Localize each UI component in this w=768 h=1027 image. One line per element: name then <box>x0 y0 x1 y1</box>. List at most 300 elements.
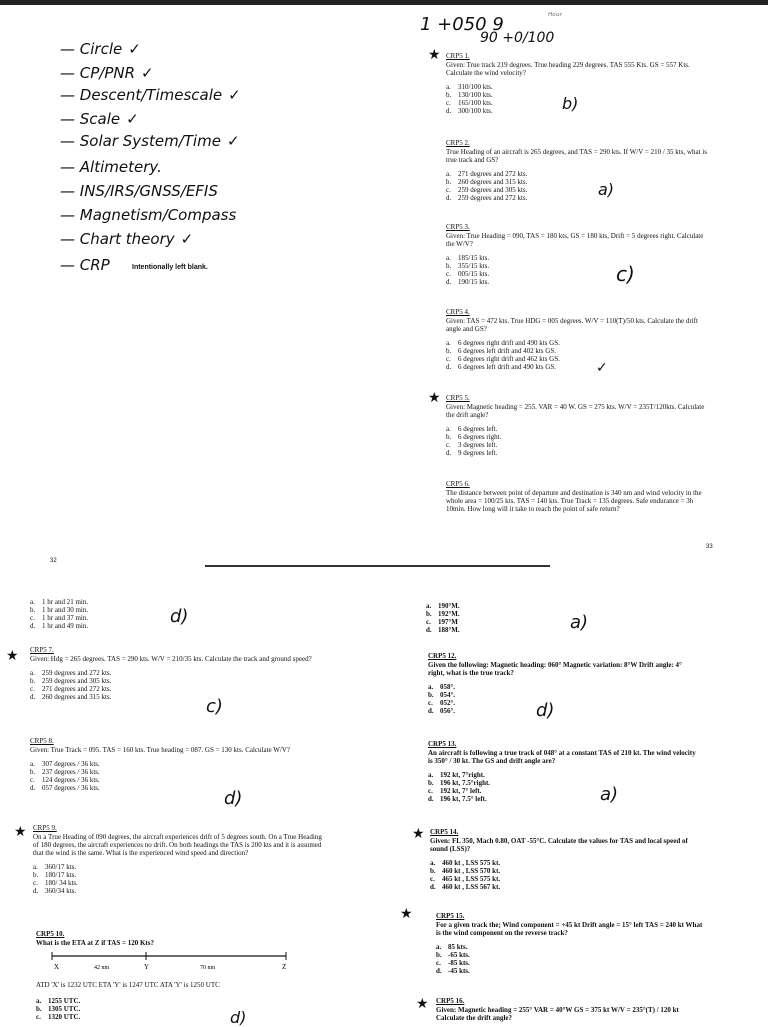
handwritten-answer: c) <box>206 696 223 717</box>
option-item <box>428 683 700 691</box>
option-item <box>30 776 330 784</box>
option-letter: b. <box>36 1005 42 1013</box>
star-mark-icon: ★ <box>428 47 441 63</box>
page-number-right: 33 <box>706 544 713 550</box>
handwritten-answer: d) <box>170 606 189 627</box>
option-letter: a. <box>446 425 451 433</box>
checklist-dash: — <box>60 158 80 176</box>
question-title: CRP5 12. <box>428 652 457 660</box>
option-text: 465 kt , LSS 575 kt. <box>442 875 501 883</box>
option-text: 124 degrees / 36 kts. <box>42 776 100 784</box>
option-letter: d. <box>426 626 432 634</box>
option-letter: b. <box>430 867 436 875</box>
option-letter: d. <box>33 887 39 895</box>
option-item <box>30 784 330 792</box>
option-item <box>446 441 708 449</box>
question-title: CRP5 7. <box>30 646 54 654</box>
option-item <box>436 951 708 959</box>
option-text: 058°. <box>440 683 456 691</box>
option-text: 6 degrees right. <box>458 433 502 441</box>
option-text: 057 degrees / 36 kts. <box>42 784 100 792</box>
question-crp5-6 <box>446 480 710 513</box>
option-item <box>30 622 230 630</box>
option-letter: b. <box>428 691 434 699</box>
option-text: 259 degrees and 272 kts. <box>42 669 112 677</box>
question-crp5-12 <box>428 652 700 715</box>
option-letter: c. <box>36 1013 41 1021</box>
option-letter: a. <box>436 943 442 951</box>
option-item <box>446 355 710 363</box>
option-item <box>426 602 626 610</box>
option-text: 1320 UTC. <box>48 1013 81 1021</box>
option-letter: d. <box>446 278 452 286</box>
option-letter: d. <box>30 693 36 701</box>
option-item <box>446 83 708 91</box>
option-letter: a. <box>446 339 451 347</box>
intentionally-blank-note: Intentionally left blank. <box>132 264 208 271</box>
options-list <box>30 760 330 792</box>
checklist-item <box>60 256 116 274</box>
checklist-text: CP/PNR <box>79 64 136 82</box>
option-item <box>428 787 700 795</box>
option-item <box>33 887 323 895</box>
option-item <box>30 760 330 768</box>
option-text: 054°. <box>440 691 456 699</box>
question-body: Given: True Track = 095. TAS = 160 kts. True heading = 087. GS = 130 kts. Calculate W/V? <box>30 746 290 754</box>
options-list <box>30 598 230 630</box>
point-y-label: Y <box>144 963 150 971</box>
option-item <box>426 618 626 626</box>
option-item <box>30 669 320 677</box>
option-item <box>30 614 230 622</box>
page-divider <box>205 565 550 567</box>
option-item <box>36 997 336 1005</box>
checklist-item <box>60 40 141 58</box>
question-crp5-16 <box>436 997 708 1022</box>
option-text: 460 kt , LSS 570 kt. <box>442 867 501 875</box>
option-item <box>446 262 710 270</box>
question-crp5-9 <box>33 824 323 895</box>
option-item <box>446 178 712 186</box>
checklist-text: Solar System/Time <box>79 132 221 150</box>
option-letter: d. <box>430 883 436 891</box>
option-text: 1 hr and 37 min. <box>42 614 89 622</box>
checklist-dash: — <box>60 230 80 248</box>
option-letter: b. <box>30 606 36 614</box>
checklist-text: Magnetism/Compass <box>79 206 237 224</box>
option-letter: c. <box>30 776 35 784</box>
question-body: Given: FL 350, Mach 0.80, OAT -55°C. Calculate the values for TAS and local speed of sound (LSS)? <box>430 837 688 853</box>
distance-x-y: 42 nm <box>94 965 110 971</box>
options-list <box>430 859 702 891</box>
checkmark-icon: ✓ <box>141 64 154 82</box>
checklist-dash: — <box>60 206 80 224</box>
checklist-text: Descent/Timescale <box>79 86 223 104</box>
option-item <box>33 879 323 887</box>
option-letter: a. <box>426 602 432 610</box>
route-diagram <box>40 950 300 976</box>
options-list <box>33 863 323 895</box>
checklist-item <box>60 86 241 104</box>
checklist-text: Altimetery. <box>79 158 162 176</box>
star-mark-icon: ★ <box>416 996 429 1012</box>
option-item <box>430 859 702 867</box>
option-text: 271 degrees and 272 kts. <box>42 685 112 693</box>
option-text: 6 degrees left drift and 490 kts GS. <box>458 363 556 371</box>
option-item <box>446 433 708 441</box>
question-crp5-14 <box>430 828 702 891</box>
question-title: CRP5 3. <box>446 223 470 231</box>
option-letter: c. <box>446 186 451 194</box>
question-title: CRP5 15. <box>436 912 465 920</box>
question-body: Given: Magnetic heading = 255. VAR = 40 W. GS = 275 kts. W/V = 235T/120kts. Calculate the drift angle? <box>446 403 705 419</box>
option-text: 6 degrees left drift and 402 kts GS. <box>458 347 556 355</box>
option-letter: a. <box>33 863 38 871</box>
option-letter: c. <box>426 618 431 626</box>
option-text: 460 kt , LSS 567 kt. <box>442 883 501 891</box>
options-list <box>446 254 710 286</box>
option-item <box>30 768 330 776</box>
option-letter: a. <box>30 760 35 768</box>
option-letter: c. <box>446 270 451 278</box>
question-title: CRP5 8. <box>30 737 54 745</box>
option-letter: d. <box>30 622 36 630</box>
option-text: 196 kt, 7.5° left. <box>440 795 487 803</box>
option-letter: a. <box>30 669 35 677</box>
option-text: 85 kts. <box>448 943 468 951</box>
option-text: 1 hr and 21 min. <box>42 598 89 606</box>
option-item <box>430 867 702 875</box>
options-list <box>428 771 700 803</box>
option-text: 355/15 kts. <box>458 262 490 270</box>
question-body: Given the following: Magnetic heading: 060° Magnetic variation: 8°W Drift angle: 4° right, what is the true track? <box>428 661 682 677</box>
checklist-text: INS/IRS/GNSS/EFIS <box>79 182 218 200</box>
question-crp5-10 <box>36 930 326 947</box>
option-text: 192 kt, 7°right. <box>440 771 485 779</box>
option-letter: c. <box>30 685 35 693</box>
option-text: 185/15 kts. <box>458 254 490 262</box>
question-title: CRP5 4. <box>446 308 470 316</box>
options-list <box>428 683 700 715</box>
option-text: 005/15 kts. <box>458 270 490 278</box>
option-item <box>446 278 710 286</box>
option-letter: d. <box>446 194 452 202</box>
options-list <box>446 425 708 457</box>
option-letter: a. <box>428 683 434 691</box>
scan-edge <box>0 0 768 5</box>
star-mark-icon: ★ <box>400 906 413 922</box>
question-body: For a given track the; Wind component = +45 kt Drift angle = 15° left TAS = 240 kt What is the wind component on the reverse track? <box>436 921 703 937</box>
checkmark-icon: ✓ <box>180 230 194 248</box>
checklist-text: Circle <box>79 40 123 58</box>
checklist-item <box>60 158 168 176</box>
option-text: 9 degrees left. <box>458 449 498 457</box>
options-list <box>446 339 710 371</box>
option-letter: a. <box>446 254 451 262</box>
option-text: 180/ 34 kts. <box>45 879 78 887</box>
option-text: 056°. <box>440 707 456 715</box>
option-text: -65 kts. <box>448 951 470 959</box>
option-text: 260 degrees and 315 kts. <box>458 178 528 186</box>
checklist-text: Chart theory <box>79 230 175 248</box>
question-body: What is the ETA at Z if TAS = 120 Kts? <box>36 939 154 947</box>
option-letter: b. <box>436 951 442 959</box>
option-item <box>426 626 626 634</box>
options-list <box>30 669 320 701</box>
question-body: Given: True track 219 degrees. True heading 229 degrees. TAS 555 Kts. GS = 557 Kts. Calculate the wind velocity? <box>446 61 690 77</box>
question-crp5-7 <box>30 646 320 701</box>
option-item <box>36 1005 336 1013</box>
option-item <box>428 779 700 787</box>
question-body: Given: Magnetic heading = 255° VAR = 40°W GS = 375 kt W/V = 235°(T) / 120 kt Calculate the drift angle? <box>436 1006 679 1022</box>
option-text: 259 degrees and 305 kts. <box>458 186 528 194</box>
question-body: An aircraft is following a true track of 048° at a constant TAS of 210 kt. The wind velocity is 350° / 30 kt. The GS and drift angle are? <box>428 749 696 765</box>
option-item <box>446 186 712 194</box>
option-item <box>33 871 323 879</box>
checklist-item <box>60 182 224 200</box>
option-text: 052°. <box>440 699 456 707</box>
option-text: -85 kts. <box>448 959 470 967</box>
handwritten-answer: d) <box>230 1008 247 1027</box>
checklist-dash: — <box>60 40 80 58</box>
question-crp5-3 <box>446 223 710 286</box>
option-text: 300/100 kts. <box>458 107 493 115</box>
option-item <box>446 449 708 457</box>
option-text: 196 kt, 7.5°right. <box>440 779 491 787</box>
options-list <box>436 943 708 975</box>
option-text: 259 degrees and 272 kts. <box>458 194 528 202</box>
question-title: CRP5 14. <box>430 828 459 836</box>
option-letter: c. <box>430 875 435 883</box>
question-title: CRP5 10. <box>36 930 65 938</box>
checkmark-icon: ✓ <box>228 86 241 104</box>
option-letter: b. <box>428 779 434 787</box>
question-crp5-6-options <box>30 598 230 630</box>
checklist-text: Scale <box>79 110 121 128</box>
option-letter: c. <box>446 441 451 449</box>
option-letter: c. <box>33 879 38 887</box>
option-text: 237 degrees / 36 kts. <box>42 768 100 776</box>
handwritten-answer: a) <box>600 784 619 805</box>
question-crp5-15 <box>436 912 708 975</box>
option-item <box>430 883 702 891</box>
checklist-item <box>60 206 242 224</box>
question-title: CRP5 13. <box>428 740 457 748</box>
option-text: 307 degrees / 36 kts. <box>42 760 100 768</box>
options-list <box>426 602 626 634</box>
distance-y-z: 70 nm <box>200 965 216 971</box>
option-text: -45 kts. <box>448 967 470 975</box>
checkmark-icon: ✓ <box>126 110 139 128</box>
option-item <box>446 270 710 278</box>
option-text: 3 degrees left. <box>458 441 498 449</box>
star-mark-icon: ★ <box>412 826 425 842</box>
option-item <box>428 795 700 803</box>
question-crp5-4 <box>446 308 710 371</box>
question-title: CRP5 16. <box>436 997 465 1005</box>
question-body: The distance between point of departure and destination is 340 nm and wind velocity in the whole area = 100/25 kts. TAS = 140 kts. True Track = 135 degrees. Safe endurance = 3h 10min. How long will it take to reach the point of safe return? <box>446 489 702 513</box>
option-text: 310/100 kts. <box>458 83 493 91</box>
handwritten-answer: c) <box>616 262 635 286</box>
checklist-dash: — <box>60 256 80 274</box>
checkmark-icon: ✓ <box>226 132 240 150</box>
option-text: 190/15 kts. <box>458 278 490 286</box>
checklist-dash: — <box>60 132 80 150</box>
option-item <box>446 170 712 178</box>
option-item <box>436 967 708 975</box>
handwritten-note-top: 1 +050 9 <box>420 14 504 35</box>
option-text: 1 hr and 49 min. <box>42 622 89 630</box>
checklist-item <box>60 132 240 150</box>
option-letter: a. <box>446 170 451 178</box>
question-body: Given: True Heading = 090, TAS = 180 kts, GS = 180 kts, Drift = 5 degrees right. Calculate the W/V? <box>446 232 704 248</box>
handwritten-faint: ᴴᵒᵘʳ <box>548 12 562 22</box>
checklist-item <box>60 110 139 128</box>
handwritten-answer: d) <box>224 788 243 809</box>
option-text: 6 degrees right drift and 462 kts GS. <box>458 355 560 363</box>
star-mark-icon: ★ <box>14 824 27 840</box>
handwritten-note-top2: 90 +0/100 <box>480 30 555 46</box>
option-text: 260 degrees and 315 kts. <box>42 693 112 701</box>
option-item <box>30 693 320 701</box>
star-mark-icon: ★ <box>428 390 441 406</box>
checkmark-icon: ✓ <box>128 40 141 58</box>
question-crp5-11-options <box>426 602 626 634</box>
option-text: 6 degrees left. <box>458 425 498 433</box>
option-letter: d. <box>428 707 434 715</box>
star-mark-icon: ★ <box>6 648 19 664</box>
option-letter: b. <box>426 610 432 618</box>
option-letter: b. <box>446 178 452 186</box>
options-list <box>36 997 336 1021</box>
page-number-left: 32 <box>50 558 57 564</box>
checklist-dash: — <box>60 86 80 104</box>
option-letter: b. <box>30 768 36 776</box>
question-crp5-8 <box>30 737 330 792</box>
option-text: 360/17 kts. <box>45 863 77 871</box>
option-item <box>430 875 702 883</box>
option-item <box>446 363 710 371</box>
question-title: CRP5 6. <box>446 480 470 488</box>
option-text: 1305 UTC. <box>48 1005 81 1013</box>
checklist-dash: — <box>60 64 80 82</box>
option-item <box>426 610 626 618</box>
option-item <box>30 685 320 693</box>
question-body: Given: Hdg = 265 degrees. TAS = 290 kts. W/V = 210/35 kts. Calculate the track and ground speed? <box>30 655 312 663</box>
handwritten-answer: d) <box>536 700 555 721</box>
option-text: 197°M <box>438 618 458 626</box>
option-item <box>428 707 700 715</box>
option-letter: d. <box>30 784 36 792</box>
option-text: 1 hr and 30 min. <box>42 606 89 614</box>
option-letter: a. <box>30 598 35 606</box>
option-text: 6 degrees right drift and 490 kts GS. <box>458 339 560 347</box>
point-x-label: X <box>54 963 60 971</box>
question-crp5-2 <box>446 139 712 202</box>
option-letter: d. <box>446 363 452 371</box>
question-title: CRP5 9. <box>33 824 57 832</box>
option-letter: d. <box>446 449 452 457</box>
option-item <box>36 1013 336 1021</box>
question-crp5-10-options <box>36 980 336 1021</box>
handwritten-answer: b) <box>562 94 579 113</box>
question-crp5-13 <box>428 740 700 803</box>
question-body: Given: TAS = 472 kts. True HDG = 005 degrees. W/V = 110(T)/50 kts. Calculate the drift angle and GS? <box>446 317 698 333</box>
option-text: 259 degrees and 305 kts. <box>42 677 112 685</box>
checklist-text: CRP <box>79 256 110 274</box>
option-item <box>446 194 712 202</box>
option-item <box>446 339 710 347</box>
option-letter: d. <box>446 107 452 115</box>
option-letter: a. <box>446 83 451 91</box>
option-letter: b. <box>30 677 36 685</box>
option-text: 192 kt, 7° left. <box>440 787 482 795</box>
question-body: True Heading of an aircraft is 265 degrees, and TAS = 290 kts. If W/V = 210 / 35 kts, what is true track and GS? <box>446 148 707 164</box>
option-text: 190°M. <box>438 602 460 610</box>
option-text: 180/17 kts. <box>45 871 77 879</box>
option-item <box>428 771 700 779</box>
option-item <box>428 691 700 699</box>
option-item <box>30 677 320 685</box>
option-letter: c. <box>30 614 35 622</box>
question-body: On a True Heading of 090 degrees, the aircraft experiences drift of 5 degrees south. On a True Heading of 180 degrees, the aircraft experiences no drift. On both headings the TAS is 200 kts and it is assumed that the wind is the same. What is the experienced wind speed and direction? <box>33 833 322 857</box>
question-title: CRP5 2. <box>446 139 470 147</box>
option-item <box>428 699 700 707</box>
option-letter: a. <box>428 771 434 779</box>
option-item <box>436 943 708 951</box>
checklist-item <box>60 230 193 248</box>
option-letter: c. <box>428 787 433 795</box>
point-z-label: Z <box>282 963 287 971</box>
option-text: 1255 UTC. <box>48 997 81 1005</box>
option-letter: b. <box>33 871 39 879</box>
option-letter: c. <box>446 355 451 363</box>
option-item <box>446 254 710 262</box>
question-crp5-5 <box>446 394 708 457</box>
option-text: 271 degrees and 272 kts. <box>458 170 528 178</box>
option-item <box>436 959 708 967</box>
handwritten-answer: a) <box>598 180 615 199</box>
option-item <box>30 598 230 606</box>
question-title: CRP5 1. <box>446 52 470 60</box>
option-item <box>446 347 710 355</box>
options-list <box>446 170 712 202</box>
checklist-item <box>60 64 154 82</box>
option-letter: c. <box>428 699 433 707</box>
option-letter: b. <box>446 262 452 270</box>
checklist-dash: — <box>60 182 80 200</box>
option-letter: b. <box>446 91 452 99</box>
option-text: 130/100 kts. <box>458 91 493 99</box>
option-letter: d. <box>428 795 434 803</box>
option-item <box>30 606 230 614</box>
option-letter: a. <box>430 859 436 867</box>
option-text: 460 kt , LSS 575 kt. <box>442 859 501 867</box>
handwritten-checkmark: ✓ <box>596 360 608 376</box>
checklist-dash: — <box>60 110 80 128</box>
option-letter: d. <box>436 967 442 975</box>
option-letter: c. <box>436 959 441 967</box>
option-text: 192°M. <box>438 610 460 618</box>
question-title: CRP5 5. <box>446 394 470 402</box>
option-text: 188°M. <box>438 626 460 634</box>
option-letter: b. <box>446 347 452 355</box>
option-text: 360/34 kts. <box>45 887 77 895</box>
option-item <box>33 863 323 871</box>
option-text: 165/100 kts. <box>458 99 493 107</box>
option-item <box>446 425 708 433</box>
handwritten-answer: a) <box>570 612 589 633</box>
